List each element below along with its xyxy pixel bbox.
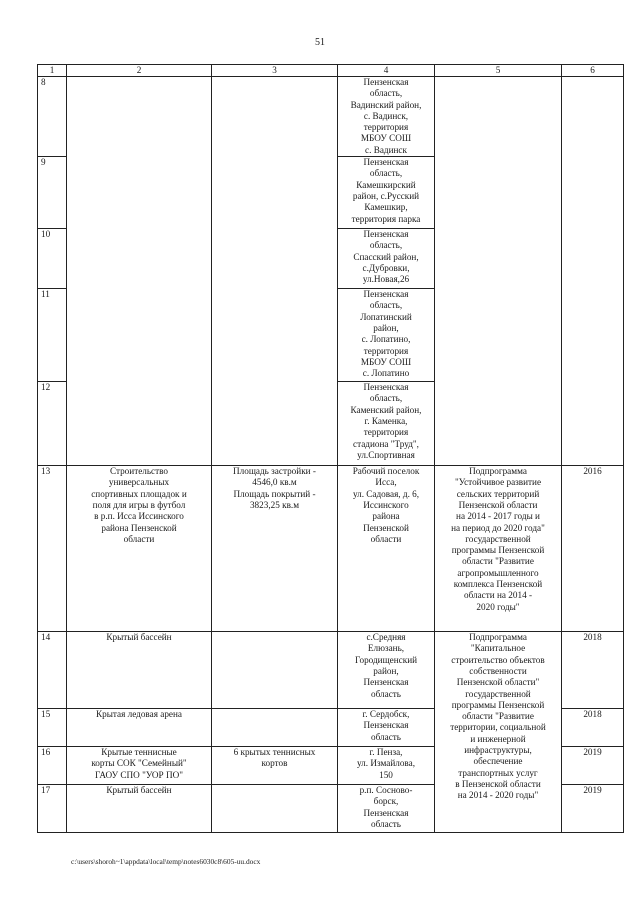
location-cell: р.п. Сосново- борск, Пензенская область [338,785,435,833]
program-cell [435,77,562,466]
row-number: 16 [38,747,67,785]
location-cell: с.Средняя Елюзань, Городищенский район, Пензенская область [338,632,435,709]
row-number: 11 [38,289,67,382]
object-name-cell: Крытые теннисные корты СОК "Семейный" ГАОУ СПО "УОР ПО" [67,747,212,785]
capacity-cell [212,709,338,747]
location-cell: Пензенская область, Каменский район, г. Каменка, территория стадиона "Труд", ул.Спортивная [338,382,435,466]
year-cell: 2018 [562,632,624,709]
object-name-cell [67,77,212,466]
location-cell: Пензенская область, Вадинский район, с. Вадинск, территория МБОУ СОШ с. Вадинск [338,77,435,157]
column-number: 6 [562,65,624,77]
object-name-cell: Крытый бассейн [67,632,212,709]
column-number: 5 [435,65,562,77]
capacity-cell [212,785,338,833]
table-row [38,77,624,157]
row-number: 8 [38,77,67,157]
program-cell: Подпрограмма "Устойчивое развитие сельских территорий Пензенской области на 2014 - 2017 годы и на период до 2020 года" государственной программы Пензенской области "Развитие агропромышленного комплекса Пензенской области на 2014 - 2020 годы" [435,466,562,632]
object-name-cell: Крытый бассейн [67,785,212,833]
row-number: 12 [38,382,67,466]
location-cell: Рабочий поселок Исса, ул. Садовая, д. 6, Иссинского района Пензенской области [338,466,435,632]
row-number: 10 [38,229,67,289]
program-cell: Подпрограмма "Капитальное строительство объектов собственности Пензенской области" государственной программы Пензенской области "Развитие территории, социальной и инженерной инфраструктуры, обеспечение транспортных услуг в Пензенской области на 2014 - 2020 годы" [435,632,562,833]
column-number: 1 [38,65,67,77]
year-cell: 2016 [562,466,624,632]
row-number: 14 [38,632,67,709]
column-number: 3 [212,65,338,77]
year-cell [562,77,624,466]
table-row [38,466,624,632]
object-name-cell: Строительство универсальных спортивных площадок и поля для игры в футбол в р.п. Исса Иссинского района Пензенской области [67,466,212,632]
location-cell: Пензенская область, Лопатинский район, с. Лопатино, территория МБОУ СОШ с. Лопатино [338,289,435,382]
row-number: 15 [38,709,67,747]
capacity-cell: Площадь застройки - 4546,0 кв.м Площадь покрытий - 3823,25 кв.м [212,466,338,632]
column-number-row [38,65,624,77]
column-number: 2 [67,65,212,77]
row-number: 13 [38,466,67,632]
capacity-cell [212,77,338,466]
object-name-cell: Крытая ледовая арена [67,709,212,747]
page-number: 51 [315,37,325,48]
year-cell: 2018 [562,709,624,747]
file-path-footer: c:\users\shoroh~1\appdata\local\temp\notes6030c8\605-uu.docx [71,857,261,866]
year-cell: 2019 [562,785,624,833]
row-number: 9 [38,157,67,229]
location-cell: Пензенская область, Камешкирский район, с.Русский Камешкир, территория парка [338,157,435,229]
column-number: 4 [338,65,435,77]
row-number: 17 [38,785,67,833]
capacity-cell [212,632,338,709]
location-cell: г. Сердобск, Пензенская область [338,709,435,747]
capacity-cell: 6 крытых теннисных кортов [212,747,338,785]
location-cell: г. Пенза, ул. Измайлова, 150 [338,747,435,785]
document-table [37,64,624,833]
location-cell: Пензенская область, Спасский район, с.Дубровки, ул.Новая,26 [338,229,435,289]
year-cell: 2019 [562,747,624,785]
table-row [38,632,624,709]
